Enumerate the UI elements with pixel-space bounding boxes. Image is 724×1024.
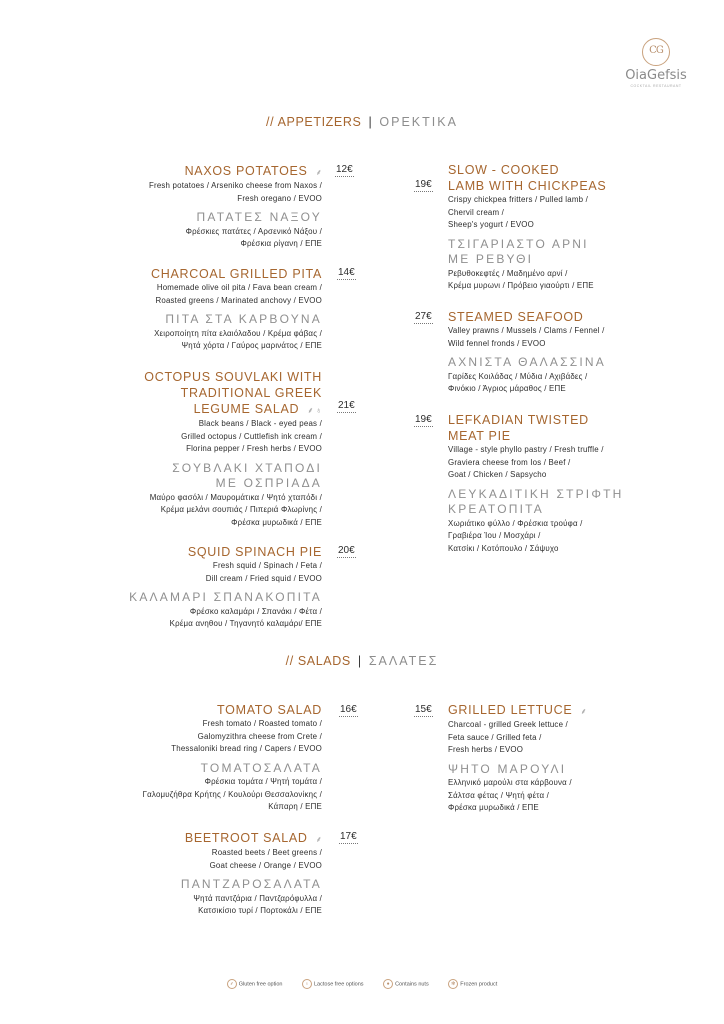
dish-beetroot-salad: BEETROOT SALAD ⸙ Roasted beets / Beet greens / Goat cheese / Orange / EVOO ΠΑΝΤΖΑΡΟΣΑΛΑΤΑ Ψητά παντζάρια / Παντζαρόφυλλα / Κατσικίσιο τυρί / Πορτοκάλι / ΕΠΕ (180, 831, 322, 915)
salads-header: // SALADS | ΣΑΛΑΤΕΣ (285, 654, 439, 668)
gluten-free-icon: ⸙ (315, 834, 322, 844)
salads-title-gr: ΣΑΛΑΤΕΣ (368, 654, 439, 668)
price-charcoal-grilled-pita: 14€ (338, 267, 355, 278)
price-squid-spinach-pie: 20€ (338, 545, 355, 556)
dish-lefkadian-meat-pie: LEFKADIAN TWISTED MEAT PIE Village - style phyllo pastry / Fresh truffle / Graviera cheese from Ios / Beef / Goat / Chicken / Sapsycho ΛΕΥΚΑΔΙΤΙΚΗ ΣΤΡΙΦΤΗ ΚΡΕΑΤΟΠΙΤΑ Χωριάτικο φύλλο / Φρέσκια τρούφα / Γραβιέρα Ίου / Μοσχάρι / Κατσίκι / Κοτόπουλο / Σάψυχο (448, 413, 624, 553)
lactose-free-icon: ♁ (302, 979, 312, 989)
brand-subtitle: COCKTAIL RESTAURANT (630, 84, 682, 88)
gluten-free-icon: ⸙ (227, 979, 237, 989)
gluten-free-icon: ⸙ (580, 706, 587, 716)
price-beetroot-salad: 17€ (340, 831, 357, 842)
dish-slow-cooked-lamb: SLOW - COOKED LAMB WITH CHICKPEAS Crispy chickpea fritters / Pulled lamb / Chervil cream / Sheep's yogurt / EVOO ΤΣΙΓΑΡΙΑΣΤΟ ΑΡΝΙ ΜΕ ΡΕΒΥΘΙ Ρεβυθοκεφτές / Μαδημένο αρνί / Κρέμα μυρωνι / Πρόβειο γιαούρτι / ΕΠΕ (448, 163, 607, 290)
frozen-icon: ✻ (448, 979, 458, 989)
legend-item-frozen: ✻ Frozen product (448, 979, 497, 989)
dish-naxos-potatoes: NAXOS POTATOES ⸙ Fresh potatoes / Arseniko cheese from Naxos / Fresh oregano / EVOO ΠΑΤΑΤΕΣ ΝΑΞΟΥ Φρέσκιες πατάτες / Αρσενικό Νάξου / Φρέσκια ρίγανη / ΕΠΕ (148, 164, 322, 248)
nuts-icon: ● (383, 979, 393, 989)
dish-squid-spinach-pie: SQUID SPINACH PIE Fresh squid / Spinach / Feta / Dill cream / Fried squid / EVOO ΚΑΛΑΜΑΡΙ ΣΠΑΝΑΚΟΠΙΤΑ Φρέσκο καλαμάρι / Σπανάκι / Φέτα / Κρέμα ανηθου / Τηγανητό καλαμάρι/ ΕΠΕ (129, 545, 322, 628)
legend-item-gluten: ⸙ Gluten free option (227, 979, 283, 989)
dish-steamed-seafood: STEAMED SEAFOOD Valley prawns / Mussels / Clams / Fennel / Wild fennel fronds / EVOO ΑΧΝΙΣΤΑ ΘΑΛΑΣΣΙΝΑ Γαρίδες Κοιλάδας / Μύδια / Αχιβάδες / Φινόκιο / Άγριος μάραθος / ΕΠΕ (448, 310, 606, 393)
price-naxos-potatoes: 12€ (336, 164, 353, 175)
gluten-free-icon: ⸙ (315, 167, 322, 177)
price-tomato-salad: 16€ (340, 704, 357, 715)
dish-grilled-lettuce: GRILLED LETTUCE ⸙ Charcoal - grilled Greek lettuce / Feta sauce / Grilled feta / Fresh herbs / EVOO ΨΗΤΟ ΜΑΡΟΥΛΙ Ελληνικό μαρούλι στα κάρβουνα / Σάλτσα φέτας / Ψητή φέτα / Φρέσκα μυρωδικά / ΕΠΕ (448, 703, 587, 812)
lactose-free-icon: ♁ (315, 405, 322, 415)
brand-logo (616, 38, 696, 88)
appetizers-title-gr: ΟΡΕΚΤΙΚΑ (379, 115, 458, 129)
legend-item-nuts: ● Contains nuts (383, 979, 429, 989)
gluten-free-icon: ⸙ (307, 405, 314, 415)
price-lefkadian-meat-pie: 19€ (415, 414, 432, 425)
brand-name: OiaGefsis (625, 68, 687, 83)
legend-item-lactose: ♁ Lactose free options (302, 979, 364, 989)
price-slow-cooked-lamb: 19€ (415, 179, 432, 190)
logo-mark-icon: CG (642, 38, 670, 66)
dish-charcoal-grilled-pita: CHARCOAL GRILLED PITA Homemade olive oil pita / Fava bean cream / Roasted greens / Marinated anchovy / EVOO ΠΙΤΑ ΣΤΑ ΚΑΡΒΟΥΝΑ Χειροποίητη πίτα ελαιόλαδου / Κρέμα φάβας / Ψητά χόρτα / Γαύρος μαρινάτος / ΕΠΕ (151, 267, 322, 350)
dish-tomato-salad: TOMATO SALAD Fresh tomato / Roasted tomato / Galomyzithra cheese from Crete / Thessaloniki bread ring / Capers / EVOO ΤΟΜΑΤΟΣΑΛΑΤΑ Φρέσκια τομάτα / Ψητή τομάτα / Γαλομυζήθρα Κρήτης / Κουλούρι Θεσσαλονίκης / Κάπαρη / ΕΠΕ (142, 703, 322, 811)
allergen-legend (0, 979, 724, 989)
appetizers-title-en: APPETIZERS (277, 115, 362, 129)
appetizers-header: // APPETIZERS | ΟΡΕΚΤΙΚΑ (266, 115, 458, 129)
dish-octopus-souvlaki: OCTOPUS SOUVLAKI WITH TRADITIONAL GREEK LEGUME SALAD ⸙ ♁ Black beans / Black - eyed peas / Grilled octopus / Cuttlefish ink cream / Florina pepper / Fresh herbs / EVOO ΣΟΥΒΛΑΚΙ ΧΤΑΠΟΔΙ ΜΕ ΟΣΠΡΙΑΔΑ Μαύρο φασόλι / Μαυρομάτικα / Ψητό χταπόδι / Κρέμα μελάνι σουπιάς / Πιπεριά Φλωρίνης / Φρέσκα μυρωδικά / ΕΠΕ (144, 370, 322, 527)
price-octopus-souvlaki: 21€ (338, 400, 355, 411)
price-grilled-lettuce: 15€ (415, 704, 432, 715)
salads-title-en: SALADS (297, 654, 351, 668)
price-steamed-seafood: 27€ (415, 311, 432, 322)
